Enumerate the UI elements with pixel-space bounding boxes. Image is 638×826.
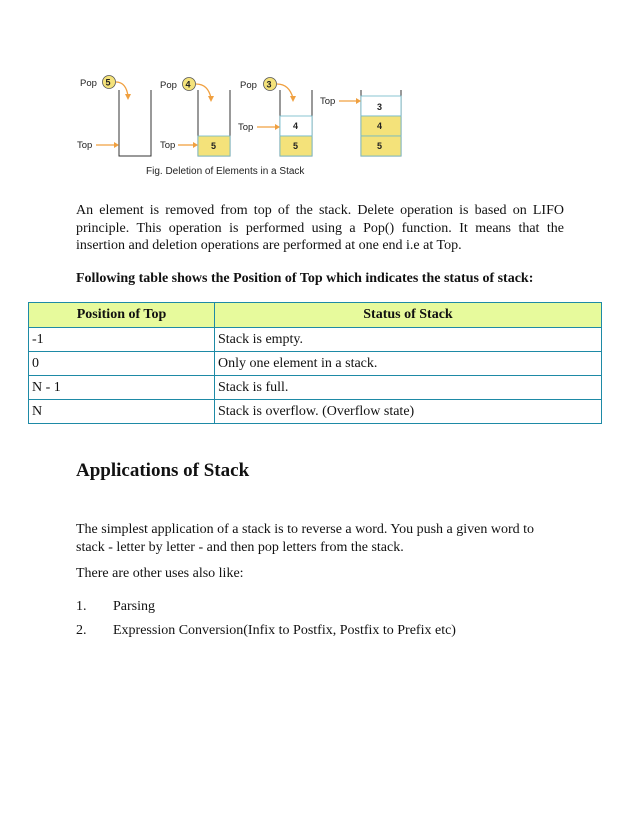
stack-two [238,78,312,157]
stack-three [320,90,401,156]
list-item [76,622,576,646]
uses-list [76,598,576,646]
table-cell: Stack is overflow. (Overflow state) [215,400,602,424]
paragraph-delete-operation: An element is removed from top of the stack. Delete operation is based on LIFO principle. This operation is performed using a Pop() function. It means that the insertion and deletion operations are performed at one end i.e at Top. [76,203,564,253]
stack-element: 5 [377,141,383,151]
stack-element: 5 [293,141,299,151]
stack-empty [77,76,151,157]
pop-value: 4 [185,79,191,90]
stack-element: 4 [377,121,383,131]
list-text: Parsing [113,599,155,614]
pop-value: 3 [266,79,272,90]
table-cell: N - 1 [29,376,215,400]
table-header: Status of Stack [215,303,602,328]
section-heading: Applications of Stack [76,460,250,481]
list-number: 1. [76,599,87,614]
table-row [29,400,602,424]
table-header: Position of Top [29,303,215,328]
stack-element: 5 [211,141,217,151]
pop-label: Pop [240,80,257,91]
paragraph-other-uses: There are other uses also like: [76,566,244,581]
table-cell: Stack is full. [215,376,602,400]
stack-one [160,78,230,157]
table-row [29,328,602,352]
top-label: Top [238,122,254,133]
table-cell: -1 [29,328,215,352]
table-cell: Stack is empty. [215,328,602,352]
table-row [29,352,602,376]
top-position-table [28,302,602,424]
list-number: 2. [76,623,87,638]
top-label: Top [320,96,336,107]
list-text: Expression Conversion(Infix to Postfix, Postfix to Prefix etc) [113,623,456,638]
pop-label: Pop [160,80,177,91]
figure-caption: Fig. Deletion of Elements in a Stack [146,166,305,177]
table-row [29,376,602,400]
stack-element: 3 [377,102,383,112]
stack-deletion-figure [74,70,414,180]
list-item [76,598,576,622]
table-cell: 0 [29,352,215,376]
paragraph-reverse-word: The simplest application of a stack is to reverse a word. You push a given word to stack - letter by letter - and then pop letters from the stack. [76,522,535,555]
table-cell: Only one element in a stack. [215,352,602,376]
top-label: Top [160,140,176,151]
paragraph-table-intro: Following table shows the Position of Top which indicates the status of stack: [76,271,534,286]
pop-label: Pop [80,78,97,89]
table-cell: N [29,400,215,424]
pop-value: 5 [105,77,111,88]
stack-element: 4 [293,121,299,131]
table-header-row [29,303,602,328]
top-label: Top [77,140,93,151]
